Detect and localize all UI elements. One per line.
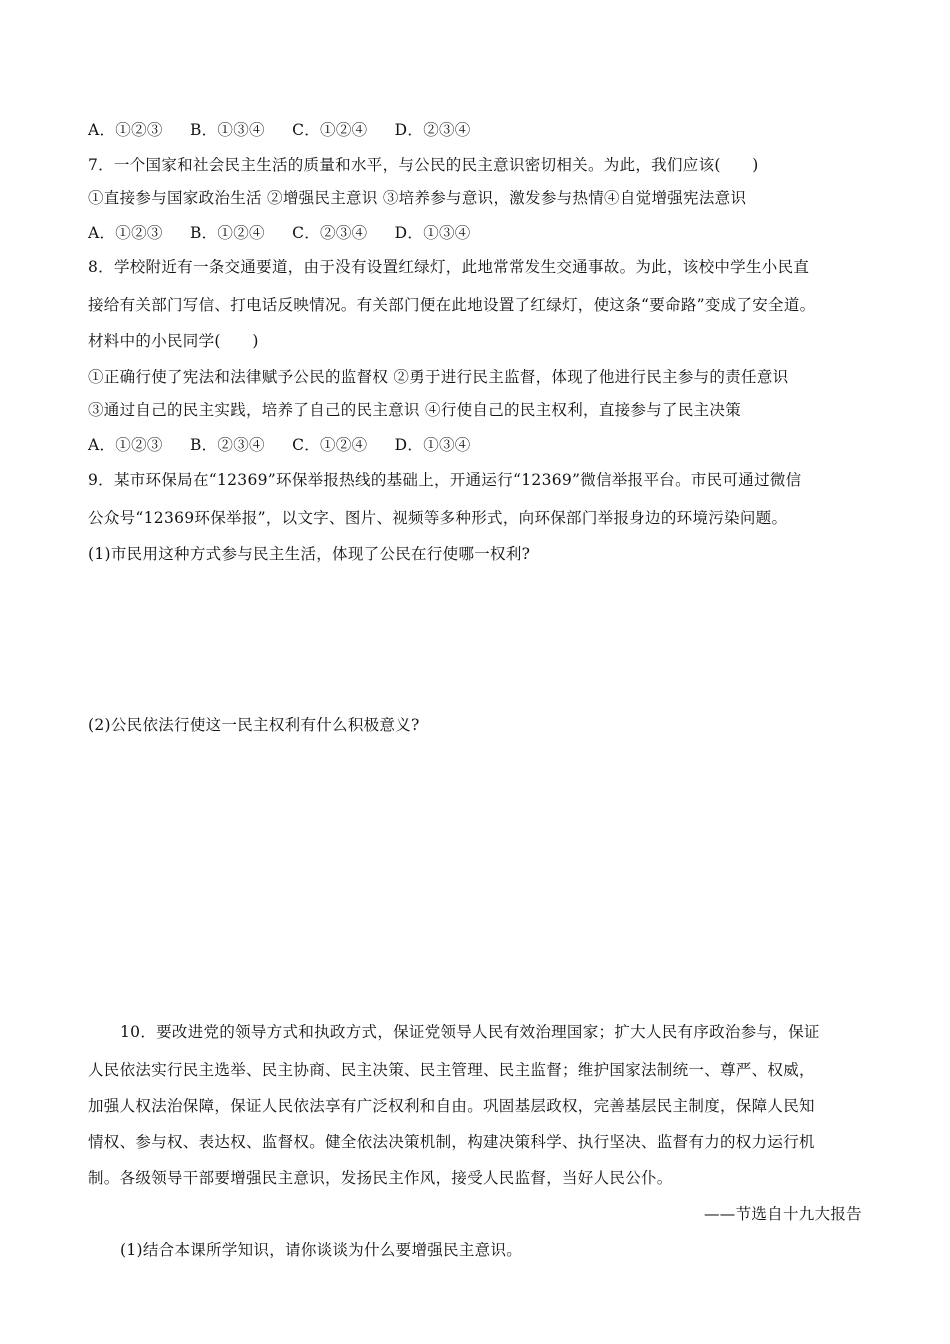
q7-option-b: B．①②④ <box>189 224 265 242</box>
q8-statement1: ①正确行使了宪法和法律赋予公民的监督权 ②勇于进行民主监督，体现了他进行民主参与的责任意识 <box>88 368 789 386</box>
q9-stem-line1: 9．某市环保局在“12369”环保举报热线的基础上，开通运行“12369”微信举报平台。市民可通过微信 <box>88 471 802 489</box>
q8-option-b: B．②③④ <box>189 436 265 454</box>
q10-line2: 人民依法实行民主选举、民主协商、民主决策、民主管理、民主监督；维护国家法制统一、尊严、权威， <box>88 1061 815 1079</box>
q7-stem: 7．一个国家和社会民主生活的质量和水平，与公民的民主意识密切相关。为此，我们应该( ) <box>88 156 759 174</box>
q8-stem-line2: 接给有关部门写信、打电话反映情况。有关部门便在此地设置了红绿灯，使这条“要命路”变成了安全道。 <box>88 296 816 314</box>
q6-option-c: C．①②④ <box>292 121 368 139</box>
q6-option-d: D．②③④ <box>394 121 471 139</box>
q6-option-b: B．①③④ <box>189 121 265 139</box>
q7-option-d: D．①③④ <box>394 224 471 242</box>
q8-stem-line1: 8．学校附近有一条交通要道，由于没有设置红绿灯，此地常常发生交通事故。为此，该校中学生小民直 <box>88 258 810 276</box>
q7-option-c: C．②③④ <box>292 224 368 242</box>
q8-option-d: D．①③④ <box>394 436 471 454</box>
q8-options <box>88 435 493 455</box>
q7-statements: ①直接参与国家政治生活 ②增强民主意识 ③培养参与意识，激发参与热情④自觉增强宪法意识 <box>88 189 747 207</box>
q8-stem-line3: 材料中的小民同学( ) <box>88 332 259 350</box>
q7-options <box>88 223 493 243</box>
q6-options <box>88 120 493 140</box>
q8-option-a: A．①②③ <box>88 436 163 454</box>
q9-sub2: (2)公民依法行使这一民主权利有什么积极意义? <box>88 716 420 734</box>
q10-line1: 10．要改进党的领导方式和执政方式，保证党领导人民有效治理国家；扩大人民有序政治参与，保证 <box>120 1023 820 1041</box>
q10-source: ——节选自十九大报告 <box>703 1205 862 1223</box>
q8-option-c: C．①②④ <box>292 436 368 454</box>
q10-line4: 情权、参与权、表达权、监督权。健全依法决策机制，构建决策科学、执行坚决、监督有力的权力运行机 <box>88 1133 815 1151</box>
q6-option-a: A．①②③ <box>88 121 163 139</box>
q7-option-a: A．①②③ <box>88 224 163 242</box>
q10-sub1: (1)结合本课所学知识，请你谈谈为什么要增强民主意识。 <box>120 1241 523 1259</box>
q10-line5: 制。各级领导干部要增强民主意识，发扬民主作风，接受人民监督，当好人民公仆。 <box>88 1169 673 1187</box>
q8-statement2: ③通过自己的民主实践，培养了自己的民主意识 ④行使自己的民主权利，直接参与了民主决策 <box>88 401 742 419</box>
q9-stem-line2: 公众号“12369环保举报”，以文字、图片、视频等多种形式，向环保部门举报身边的环境污染问题。 <box>88 509 788 527</box>
q10-line3: 加强人权法治保障，保证人民依法享有广泛权利和自由。巩固基层政权，完善基层民主制度，保障人民知 <box>88 1097 815 1115</box>
q9-sub1: (1)市民用这种方式参与民主生活，体现了公民在行使哪一权利? <box>88 545 531 563</box>
